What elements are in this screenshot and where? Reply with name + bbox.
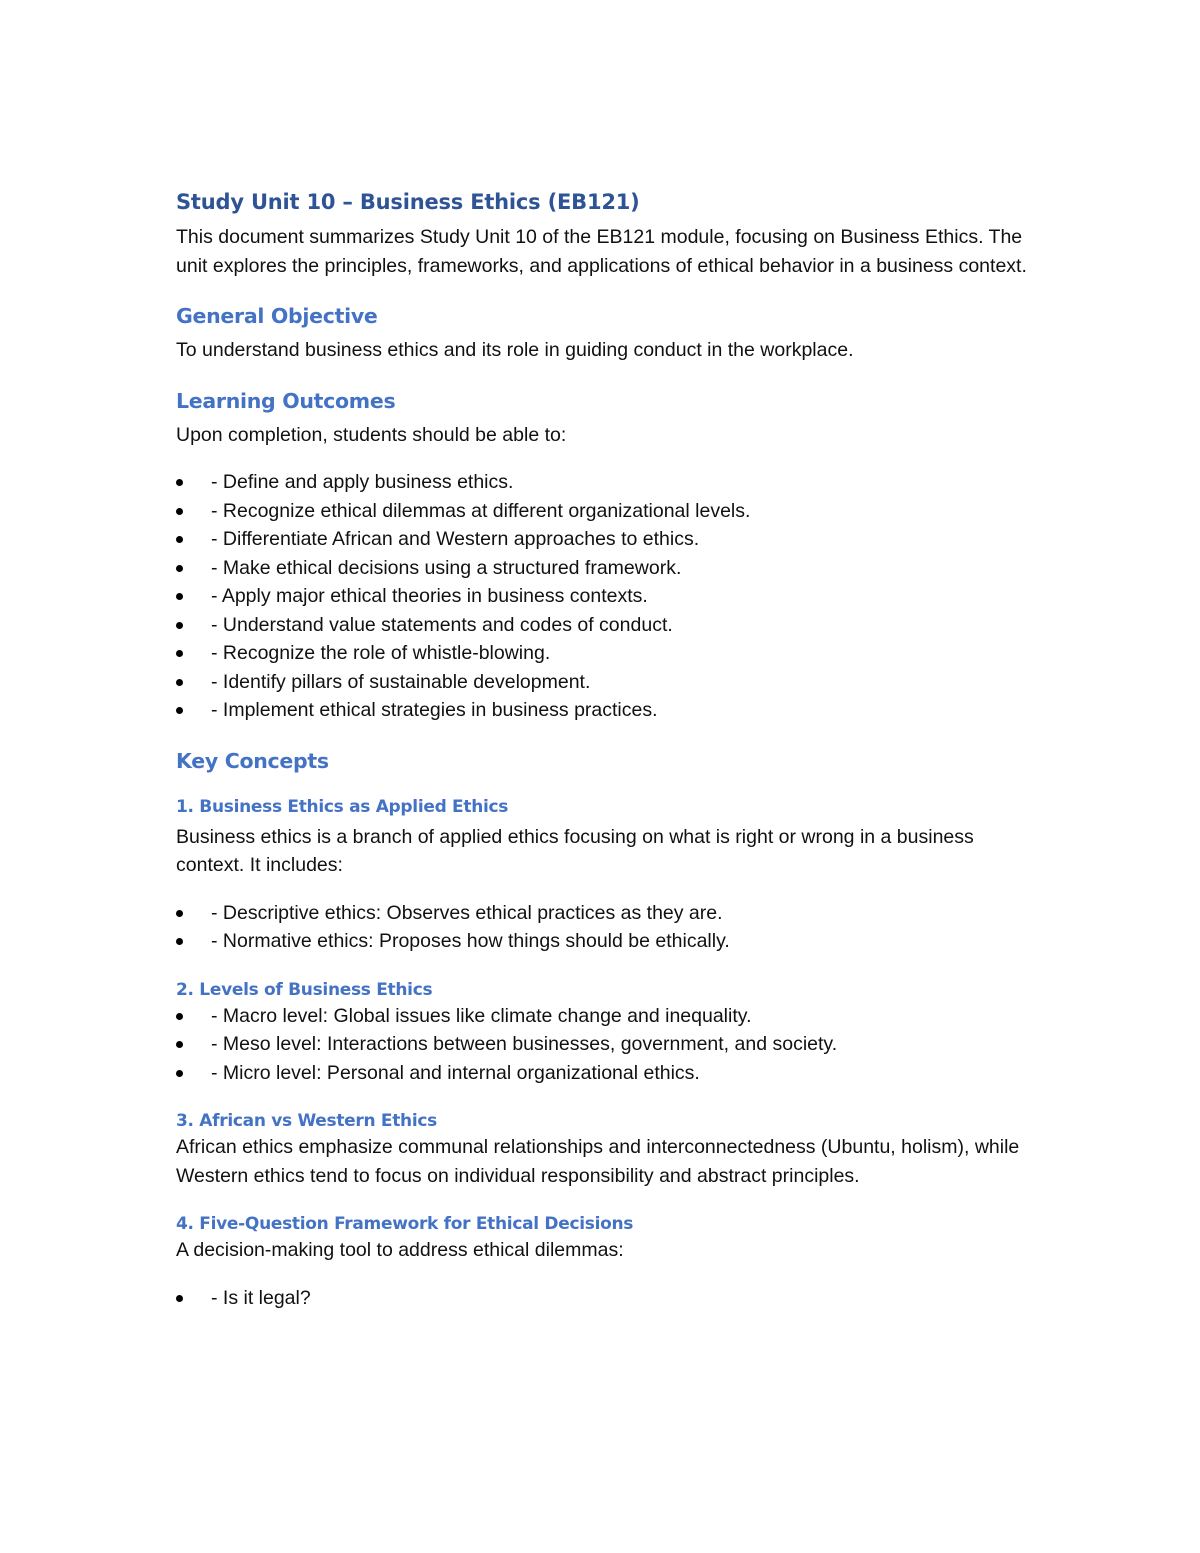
list-item bbox=[176, 668, 1036, 697]
list-item bbox=[176, 1002, 1036, 1031]
list-item-text: - Define and apply business ethics. bbox=[211, 471, 514, 493]
list-item bbox=[176, 696, 1036, 725]
section-1-heading: 1. Business Ethics as Applied Ethics bbox=[176, 796, 509, 817]
section-2-heading: 2. Levels of Business Ethics bbox=[176, 979, 433, 1000]
document-page bbox=[176, 190, 1036, 1312]
list-item bbox=[176, 1030, 1036, 1059]
list-item-text: - Micro level: Personal and internal organizational ethics. bbox=[211, 1061, 700, 1084]
list-item-text: - Understand value statements and codes of conduct. bbox=[211, 613, 673, 636]
bullet-icon bbox=[176, 938, 183, 945]
list-item bbox=[176, 497, 1036, 526]
bullet-icon bbox=[176, 479, 183, 486]
bullet-icon bbox=[176, 622, 183, 629]
document-title: Study Unit 10 – Business Ethics (EB121) bbox=[176, 190, 640, 214]
bullet-icon bbox=[176, 707, 183, 714]
list-item-text: - Differentiate African and Western approaches to ethics. bbox=[211, 528, 700, 550]
bullet-icon bbox=[176, 1295, 183, 1302]
list-item-text: - Meso level: Interactions between businesses, government, and society. bbox=[211, 1033, 838, 1055]
bullet-icon bbox=[176, 565, 183, 572]
list-item bbox=[176, 927, 1036, 956]
list-item-text: - Identify pillars of sustainable development. bbox=[211, 670, 591, 693]
list-item bbox=[176, 525, 1036, 554]
bullet-icon bbox=[176, 508, 183, 515]
section-4-text: A decision-making tool to address ethical dilemmas: bbox=[176, 1239, 624, 1261]
list-item bbox=[176, 582, 1036, 611]
section-3-text: African ethics emphasize communal relationships and interconnectedness (Ubuntu, holism), while Western ethics tend to focus on individual responsibility and abstract principles. bbox=[176, 1136, 1020, 1187]
general-objective-text: To understand business ethics and its role in guiding conduct in the workplace. bbox=[176, 339, 854, 361]
list-item-text: - Descriptive ethics: Observes ethical practices as they are. bbox=[211, 901, 723, 924]
learning-outcomes-list bbox=[176, 468, 1036, 725]
section-1-list bbox=[176, 899, 1036, 956]
section-1-text: Business ethics is a branch of applied ethics focusing on what is right or wrong in a business context. It includes: bbox=[176, 825, 974, 876]
section-4-heading: 4. Five-Question Framework for Ethical Decisions bbox=[176, 1214, 634, 1234]
list-item-text: - Apply major ethical theories in business contexts. bbox=[211, 585, 648, 607]
list-item bbox=[176, 899, 1036, 928]
section-3-heading: 3. African vs Western Ethics bbox=[176, 1111, 437, 1131]
list-item-text: - Macro level: Global issues like climate change and inequality. bbox=[211, 1004, 752, 1027]
list-item-text: - Is it legal? bbox=[211, 1286, 311, 1309]
list-item bbox=[176, 1059, 1036, 1088]
bullet-icon bbox=[176, 593, 183, 600]
list-item bbox=[176, 468, 1036, 497]
bullet-icon bbox=[176, 650, 183, 657]
bullet-icon bbox=[176, 679, 183, 686]
list-item-text: - Make ethical decisions using a structured framework. bbox=[211, 556, 682, 579]
section-2-list bbox=[176, 1002, 1036, 1088]
bullet-icon bbox=[176, 1013, 183, 1020]
list-item bbox=[176, 554, 1036, 583]
bullet-icon bbox=[176, 1070, 183, 1077]
list-item bbox=[176, 639, 1036, 668]
list-item-text: - Implement ethical strategies in business practices. bbox=[211, 699, 658, 721]
key-concepts-heading: Key Concepts bbox=[176, 748, 329, 773]
list-item-text: - Recognize ethical dilemmas at different organizational levels. bbox=[211, 499, 751, 522]
list-item-text: - Recognize the role of whistle-blowing. bbox=[211, 642, 551, 664]
bullet-icon bbox=[176, 1041, 183, 1048]
list-item bbox=[176, 611, 1036, 640]
learning-outcomes-intro: Upon completion, students should be able to: bbox=[176, 423, 567, 446]
document-intro: This document summarizes Study Unit 10 of the EB121 module, focusing on Business Ethics. The unit explores the principles, frameworks, and applications of ethical behavior in a business context. bbox=[176, 226, 1027, 277]
section-4-list bbox=[176, 1284, 1036, 1313]
bullet-icon bbox=[176, 910, 183, 917]
learning-outcomes-heading: Learning Outcomes bbox=[176, 388, 396, 413]
list-item-text: - Normative ethics: Proposes how things should be ethically. bbox=[211, 930, 730, 952]
general-objective-heading: General Objective bbox=[176, 304, 378, 328]
list-item bbox=[176, 1284, 1036, 1313]
bullet-icon bbox=[176, 536, 183, 543]
